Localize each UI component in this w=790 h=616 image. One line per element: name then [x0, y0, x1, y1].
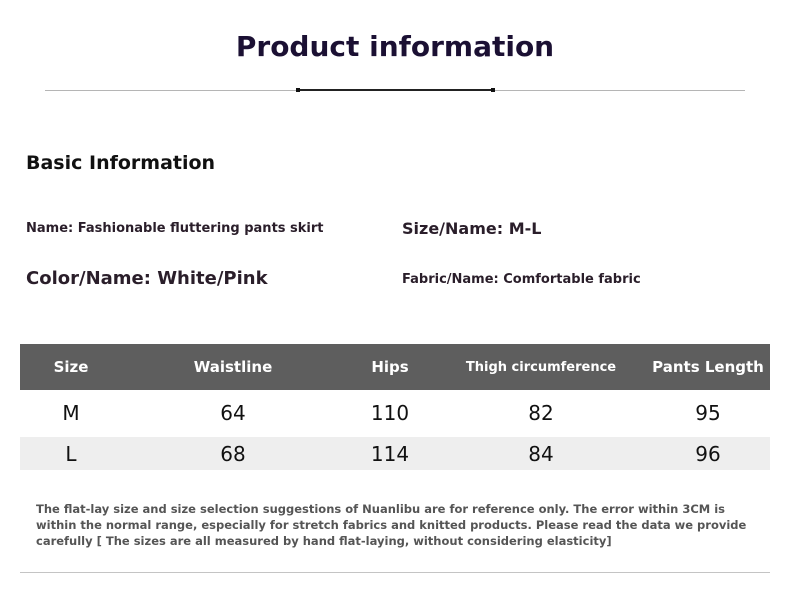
cell-pants-length: 96 — [695, 441, 721, 466]
cell-size: L — [65, 441, 77, 466]
accent-dot-right — [491, 88, 495, 92]
cell-thigh: 84 — [528, 441, 554, 466]
cell-waistline: 64 — [220, 401, 246, 425]
product-fabric: Fabric/Name: Comfortable fabric — [402, 272, 641, 287]
size-table-header — [20, 344, 770, 390]
header-thigh: Thigh circumference — [465, 359, 617, 375]
table-row — [20, 394, 770, 432]
cell-hips: 114 — [370, 441, 410, 466]
bottom-divider — [20, 572, 770, 573]
header-size: Size — [53, 358, 89, 376]
cell-pants-length: 95 — [695, 401, 721, 425]
table-row — [20, 437, 770, 470]
cell-size: M — [62, 401, 80, 425]
header-waistline: Waistline — [193, 358, 273, 376]
product-name: Name: Fashionable fluttering pants skirt — [26, 221, 324, 236]
section-heading: Basic Information — [26, 152, 216, 174]
product-size: Size/Name: M-L — [402, 219, 542, 238]
product-color: Color/Name: White/Pink — [26, 268, 268, 289]
cell-thigh: 82 — [528, 401, 554, 425]
title-accent-line — [298, 89, 494, 91]
cell-hips: 110 — [370, 401, 410, 425]
page-title: Product information — [235, 30, 555, 63]
header-pants-length: Pants Length — [652, 358, 764, 376]
accent-dot-left — [296, 88, 300, 92]
header-hips: Hips — [371, 358, 409, 376]
size-disclaimer: The flat-lay size and size selection suggestions of Nuanlibu are for reference only. The error within 3CM is within the normal range, especially for stretch fabrics and knitted products. Please read the data we provide carefully [ The sizes are all measured by hand flat-laying, without considering elasticity] — [36, 502, 747, 548]
cell-waistline: 68 — [220, 441, 246, 466]
size-table — [20, 344, 770, 470]
